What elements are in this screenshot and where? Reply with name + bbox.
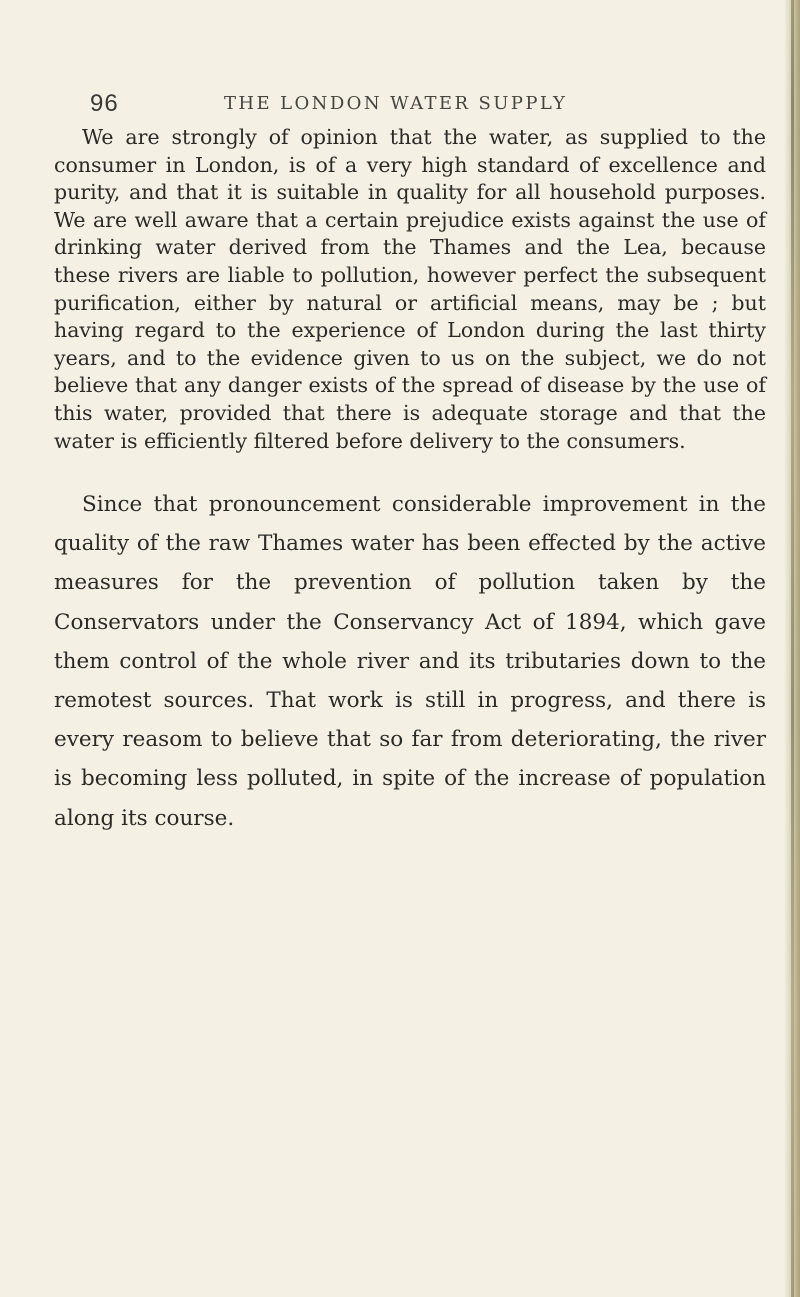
page-edge-binding [791,0,794,1297]
running-title: THE LONDON WATER SUPPLY [224,93,568,114]
paragraph-quote: We are strongly of opinion that the water, as supplied to the consumer in London, is of a very high standard of excellence and purity, and that it is suitable in quality for all household purposes. We are well aware that a certain prejudice exists against the use of drinking water derived from the Thames and the Lea, because these rivers are liable to pollution, however perfect the subsequent purification, either by natural or artificial means, may be ; but having regard to the experience of London during the last thirty years, and to the evidence given to us on the subject, we do not believe that any danger exists of the spread of disease by the use of this water, provided that there is adequate storage and that the water is efficiently filtered before delivery to the consumers. [54,125,766,453]
page-number: 96 [90,90,119,117]
paragraph-body: Since that pronouncement considerable improvement in the quality of the raw Thames water has been effected by the active measures for the prevention of pollution taken by the Conservators under the Conservancy Act of 1894, which gave them control of the whole river and its tributaries down to the remotest sources. That work is still in progress, and there is every reasom to believe that so far from deteriorating, the river is becoming less polluted, in spite of the increase of population along its course. [54,492,766,831]
running-header [90,90,750,120]
